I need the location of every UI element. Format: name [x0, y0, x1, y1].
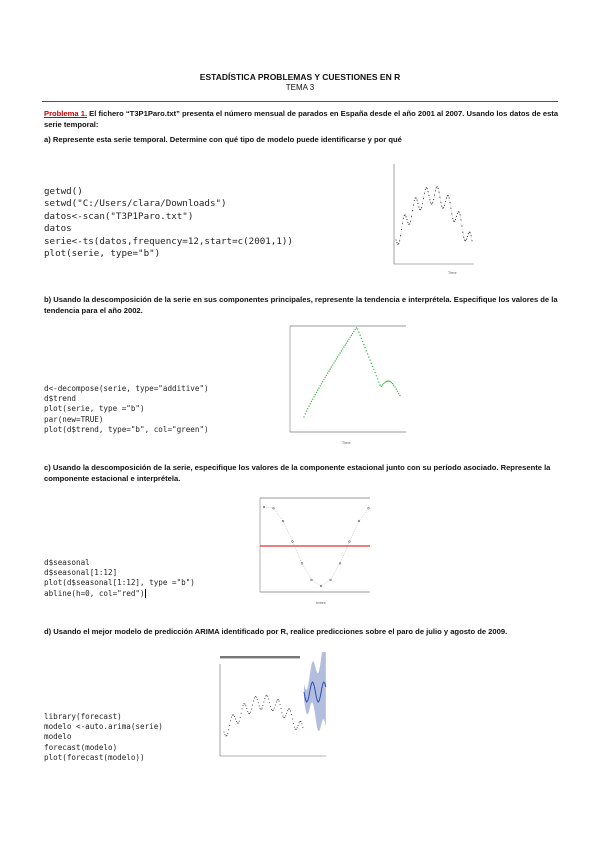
code-line: datos<-scan("T3P1Paro.txt") [44, 210, 194, 222]
code-line: library(forecast) [44, 712, 122, 721]
series-point [396, 242, 397, 243]
code-line: serie<-ts(datos,frequency=12,start=c(2001,1)) [44, 235, 293, 247]
question-a: a) Represente esta serie temporal. Determine con qué tipo de modelo puede identificarse y por qué [44, 135, 402, 144]
plot-trend [276, 322, 410, 446]
history-point [226, 735, 227, 736]
series-point [410, 221, 411, 222]
history-point [287, 710, 288, 711]
series-point [449, 197, 450, 198]
series-point [434, 195, 435, 196]
code-line: forecast(modelo) [44, 742, 118, 752]
trend-point [321, 383, 322, 384]
series-point [428, 195, 429, 196]
trend-point [358, 331, 359, 332]
history-point [242, 708, 243, 709]
series-point [462, 232, 463, 233]
series-point [409, 223, 410, 224]
history-point [263, 702, 264, 703]
history-point [273, 710, 274, 711]
history-point [262, 708, 263, 709]
series-point [465, 240, 466, 241]
series-point [406, 216, 407, 217]
code-line: par(new=TRUE) [44, 414, 104, 424]
history-point [244, 703, 245, 704]
trend-point [383, 383, 384, 384]
trend-point [331, 366, 332, 367]
code-line: datos [44, 223, 72, 235]
series-point [471, 240, 472, 241]
trend-point [376, 375, 377, 376]
trend-point [318, 387, 319, 388]
history-point [283, 717, 284, 718]
trend-point [357, 328, 358, 329]
series-point [452, 218, 453, 219]
history-point [255, 696, 256, 697]
history-point [269, 702, 270, 703]
history-point [288, 709, 289, 710]
history-point [301, 723, 302, 724]
code-line: modelo <-auto.arima(serie) [44, 722, 163, 732]
history-point [251, 708, 252, 709]
series-point [399, 240, 400, 241]
trend-point [307, 408, 308, 409]
history-point [261, 709, 262, 710]
header-divider [42, 101, 558, 102]
history-point [300, 721, 301, 722]
history-point [232, 715, 233, 716]
trend-point [346, 342, 347, 343]
series-point [395, 239, 396, 240]
series-point [411, 216, 412, 217]
trend-point [359, 335, 360, 336]
history-point [298, 725, 299, 726]
history-point [236, 721, 237, 722]
history-point [293, 723, 294, 724]
series-point [444, 205, 445, 206]
history-point [249, 713, 250, 714]
history-point [246, 708, 247, 709]
history-point [250, 712, 251, 713]
series-point [437, 186, 438, 187]
history-point [299, 722, 300, 723]
series-point [449, 202, 450, 203]
history-point [247, 711, 248, 712]
code-block-c [44, 558, 244, 606]
document-title: ESTADÍSTICA PROBLEMAS Y CUESTIONES EN R [199, 72, 401, 82]
trend-point [393, 384, 394, 385]
series-point [457, 213, 458, 214]
plot-title-blur [220, 656, 300, 658]
trend-point [333, 362, 334, 363]
code-line: d$seasonal[1:12] [44, 568, 118, 578]
series-point [417, 200, 418, 201]
code-line: getwd() [44, 186, 83, 197]
history-point [270, 706, 271, 707]
series-point [405, 214, 406, 215]
series-point [420, 209, 421, 210]
trend-point [324, 377, 325, 378]
history-point [234, 716, 235, 717]
series-point [454, 221, 455, 222]
history-point [245, 705, 246, 706]
code-line: d<-decompose(serie, type="additive") [44, 384, 209, 393]
code-block-d [44, 712, 204, 770]
history-point [276, 701, 277, 702]
trend-point [338, 354, 339, 355]
series-point [403, 218, 404, 219]
series-point [459, 212, 460, 213]
series-point [421, 207, 422, 208]
history-point [241, 713, 242, 714]
trend-point [306, 411, 307, 412]
history-point [260, 708, 261, 709]
series-point [425, 189, 426, 190]
series-point [417, 203, 418, 204]
series-point [466, 239, 467, 240]
trend-point [362, 341, 363, 342]
series-point [431, 203, 432, 204]
trend-point [348, 339, 349, 340]
trend-point [317, 390, 318, 391]
series-point [423, 198, 424, 199]
series-point [455, 219, 456, 220]
trend-point [308, 406, 309, 407]
series-point [402, 223, 403, 224]
history-point [258, 702, 259, 703]
trend-point [371, 363, 372, 364]
history-point [239, 721, 240, 722]
code-line: plot(forecast(modelo)) [44, 752, 145, 762]
svg-text:Time: Time [342, 441, 351, 445]
series-point [460, 214, 461, 215]
trend-point [351, 335, 352, 336]
history-point [238, 723, 239, 724]
history-point [259, 706, 260, 707]
history-point [302, 727, 303, 728]
history-point [265, 696, 266, 697]
history-point [290, 710, 291, 711]
history-point [235, 718, 236, 719]
trend-point [349, 337, 350, 338]
series-point [407, 222, 408, 223]
code-line: d$trend [44, 394, 77, 404]
code-line: plot(serie, type="b") [44, 248, 161, 260]
history-point [300, 721, 301, 722]
history-point [262, 705, 263, 706]
series-point [412, 210, 413, 211]
plot-seasonal [246, 492, 374, 610]
series-point [427, 191, 428, 192]
trend-point [332, 364, 333, 365]
document-subtitle: TEMA 3 [285, 83, 315, 92]
series-point [456, 216, 457, 217]
series-point [413, 204, 414, 205]
series-point [435, 190, 436, 191]
trend-point [343, 346, 344, 347]
history-point [267, 696, 268, 697]
history-point [272, 710, 273, 711]
trend-point [312, 398, 313, 399]
trend-point [387, 380, 388, 381]
trend-point [315, 394, 316, 395]
series-point [438, 188, 439, 189]
history-point [224, 734, 225, 735]
history-point [291, 714, 292, 715]
trend-point [389, 381, 390, 382]
plot-forecast [206, 652, 330, 770]
text-cursor [145, 589, 146, 598]
problem-statement [44, 108, 560, 130]
trend-point [373, 369, 374, 370]
history-point [229, 725, 230, 726]
history-point [296, 729, 297, 730]
history-point [237, 723, 238, 724]
trend-point [323, 379, 324, 380]
series-point [401, 229, 402, 230]
history-point [271, 709, 272, 710]
series-point [422, 203, 423, 204]
trend-point [313, 396, 314, 397]
trend-point [377, 378, 378, 379]
history-point [230, 720, 231, 721]
code-line: abline(h=0, col="red") [44, 588, 145, 598]
series-point [429, 199, 430, 200]
trend-point [310, 403, 311, 404]
history-point [295, 729, 296, 730]
series-point [470, 232, 471, 233]
trend-point [366, 350, 367, 351]
series-point [451, 213, 452, 214]
series-point [469, 232, 470, 233]
history-point [268, 699, 269, 700]
trend-point [342, 348, 343, 349]
trend-point [367, 353, 368, 354]
trend-point [368, 356, 369, 357]
trend-point [381, 386, 382, 387]
code-line: setwd("C:/Users/clara/Downloads") [44, 198, 227, 210]
trend-point [398, 393, 399, 394]
trend-point [378, 381, 379, 382]
history-point [294, 727, 295, 728]
series-point [446, 198, 447, 199]
series-point [461, 226, 462, 227]
history-point [286, 713, 287, 714]
history-point [227, 733, 228, 734]
trend-point [384, 382, 385, 383]
history-point [275, 704, 276, 705]
history-point [280, 704, 281, 705]
trend-point [320, 385, 321, 386]
history-point [266, 695, 267, 696]
series-point [460, 219, 461, 220]
question-d: d) Usando el mejor modelo de predicción ARIMA identificado por R, realice predicciones sobre el paro de julio y agosto de 2009. [44, 627, 508, 636]
history-point [257, 699, 258, 700]
series-point [414, 200, 415, 201]
trend-point [305, 413, 306, 414]
series-point [433, 199, 434, 200]
history-point [274, 708, 275, 709]
series-point [416, 197, 417, 198]
series-point [439, 197, 440, 198]
trend-point [303, 416, 304, 417]
series-point [453, 221, 454, 222]
series-point [436, 187, 437, 188]
trend-point [396, 388, 397, 389]
code-line: plot(d$trend, type="b", col="green") [44, 424, 209, 434]
series-point [463, 237, 464, 238]
history-point [248, 713, 249, 714]
series-point [427, 188, 428, 189]
question-c: c) Usando la descomposición de la serie, especifique los valores de la componente estacional junto con su período asociado. Represente la componente estacional e interprétela. [44, 463, 551, 483]
history-point [252, 704, 253, 705]
plot-series [378, 160, 478, 278]
trend-point [336, 358, 337, 359]
series-point [441, 206, 442, 207]
history-point [254, 698, 255, 699]
history-point [253, 701, 254, 702]
trend-point [316, 392, 317, 393]
trend-point [364, 347, 365, 348]
series-point [397, 244, 398, 245]
trend-point [356, 327, 357, 328]
series-point [464, 240, 465, 241]
series-point [468, 233, 469, 234]
series-point [467, 236, 468, 237]
history-point [292, 718, 293, 719]
svg-text:Index: Index [316, 601, 326, 605]
trend-point [392, 383, 393, 384]
problem-label: Problema 1. [44, 109, 88, 118]
history-point [279, 701, 280, 702]
trend-point [347, 340, 348, 341]
trend-point [397, 391, 398, 392]
trend-point [388, 380, 389, 381]
trend-point [352, 333, 353, 334]
trend-point [361, 338, 362, 339]
series-point [426, 187, 427, 188]
series-point [450, 208, 451, 209]
trend-point [341, 350, 342, 351]
series-point [448, 195, 449, 196]
trend-point [339, 352, 340, 353]
trend-point [322, 381, 323, 382]
history-point [233, 714, 234, 715]
history-point [285, 715, 286, 716]
trend-point [386, 381, 387, 382]
series-point [430, 202, 431, 203]
history-point [264, 698, 265, 699]
history-point [284, 717, 285, 718]
history-point [289, 709, 290, 710]
question-b: b) Usando la descomposición de la serie en sus componentes principales, represente la tendencia e interprétela. Especifique los valores de la tendencia para el año 2002. [44, 295, 558, 315]
history-point [281, 708, 282, 709]
code-line: plot(serie, type ="b") [44, 404, 145, 414]
history-point [277, 699, 278, 700]
trend-point [391, 382, 392, 383]
trend-point [379, 384, 380, 385]
history-point [231, 717, 232, 718]
history-point [297, 727, 298, 728]
series-point [398, 243, 399, 244]
history-point [282, 716, 283, 717]
trend-point [372, 366, 373, 367]
trend-point [334, 360, 335, 361]
history-point [240, 717, 241, 718]
trend-point [337, 356, 338, 357]
history-point [243, 705, 244, 706]
series-point [471, 235, 472, 236]
trend-point [363, 344, 364, 345]
problem-intro: El fichero “T3P1Paro.txt” presenta el número mensual de parados en España desde el año 2001 al 2007. Usando los datos de esta serie temporal: [44, 109, 559, 129]
series-point [443, 207, 444, 208]
svg-text:Time: Time [448, 271, 457, 275]
trend-point [369, 359, 370, 360]
code-line: d$seasonal [44, 558, 90, 567]
trend-point [328, 370, 329, 371]
history-point [243, 703, 244, 704]
trend-point [327, 373, 328, 374]
code-line: modelo [44, 732, 72, 742]
trend-point [353, 331, 354, 332]
series-point [438, 192, 439, 193]
trend-point [374, 372, 375, 373]
trend-point [329, 368, 330, 369]
trend-point [326, 375, 327, 376]
trend-point [399, 395, 400, 396]
trend-point [382, 384, 383, 385]
series-point [424, 193, 425, 194]
trend-point [394, 386, 395, 387]
series-point [440, 202, 441, 203]
series-point [432, 202, 433, 203]
series-point [400, 235, 401, 236]
history-point [278, 699, 279, 700]
history-point [228, 729, 229, 730]
code-block-a [44, 186, 374, 272]
series-point [418, 207, 419, 208]
trend-point [311, 401, 312, 402]
history-point [225, 735, 226, 736]
history-point [256, 697, 257, 698]
trend-point [354, 329, 355, 330]
series-point [445, 201, 446, 202]
code-line: plot(d$seasonal[1:12], type ="b") [44, 578, 195, 588]
series-point [406, 219, 407, 220]
history-point [224, 732, 225, 733]
trend-point [344, 344, 345, 345]
history-point [281, 712, 282, 713]
code-block-b [44, 384, 274, 442]
